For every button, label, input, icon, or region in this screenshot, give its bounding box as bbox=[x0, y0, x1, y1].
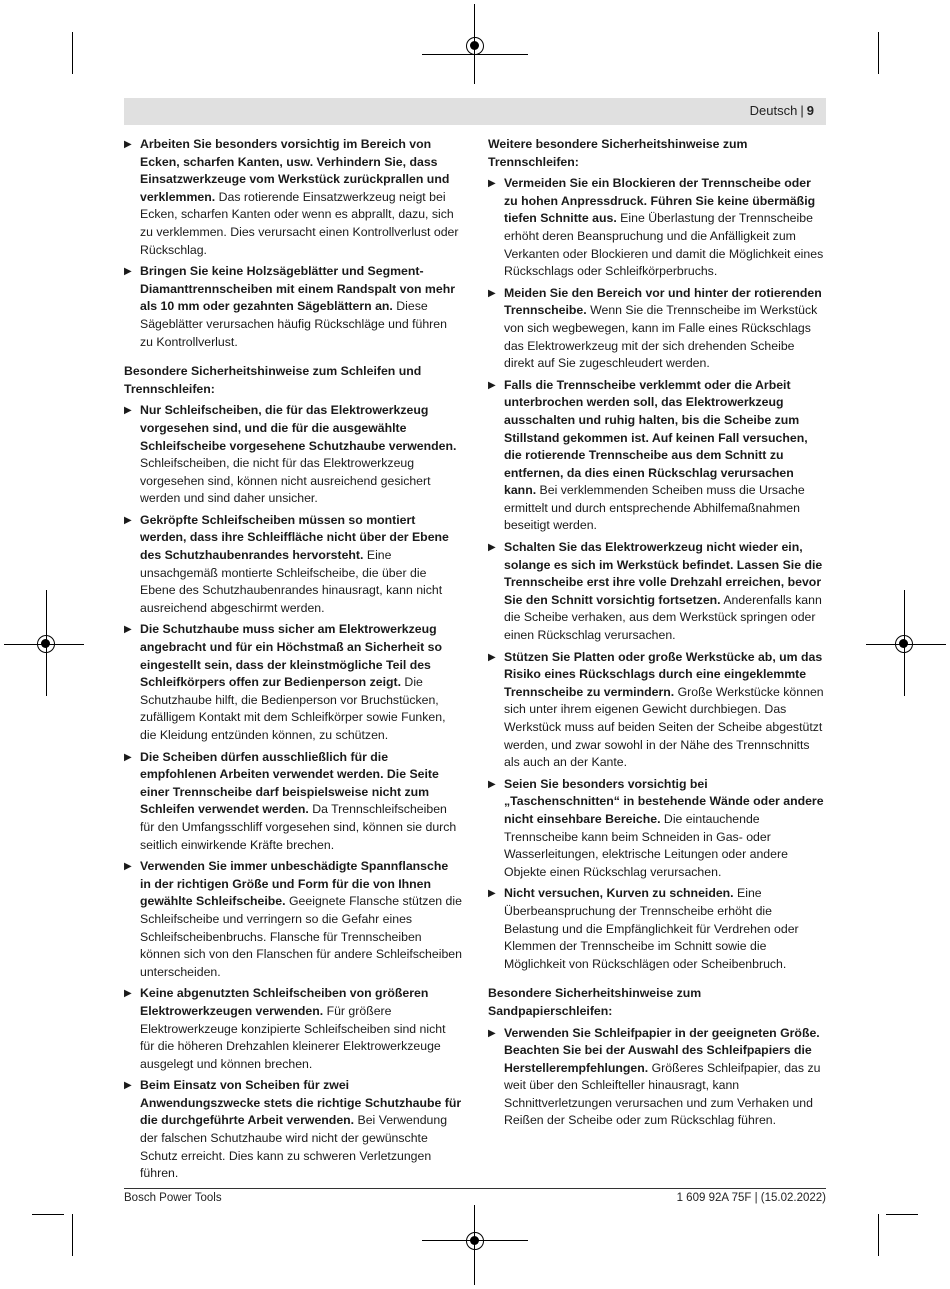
safety-item bbox=[488, 776, 826, 882]
bullet-triangle-icon: ▶ bbox=[488, 542, 496, 554]
page-number: 9 bbox=[806, 103, 814, 118]
bullet-triangle-icon: ▶ bbox=[124, 988, 132, 1000]
bullet-triangle-icon: ▶ bbox=[488, 778, 496, 790]
crop-mark bbox=[886, 1214, 918, 1215]
safety-item-text: Das rotierende Einsatzwerkzeug neigt bei Ecken, scharfen Kanten oder wenn es abprallt, dazu, sich zu verklemmen. Dies verursacht einen Kontrollverlust oder Rückschlag. bbox=[140, 189, 459, 257]
safety-item bbox=[124, 263, 462, 351]
safety-item-text: Da Trennschleifscheiben für den Umfangsschliff vorgesehen sind, können sie durch seitlich einwirkende Kräfte brechen. bbox=[140, 802, 457, 852]
bullet-triangle-icon: ▶ bbox=[124, 1080, 132, 1092]
registration-target-icon bbox=[895, 635, 913, 653]
safety-item-bold: Gekröpfte Schleifscheiben müssen so montiert werden, dass ihre Schleiffläche nicht über der Ebene des Schutzhaubenrandes hervorsteht. bbox=[140, 512, 449, 563]
safety-item-bold: Falls die Trennscheibe verklemmt oder die Arbeit unterbrochen werden soll, das Elektrowerkzeug ausschalten und ruhig halten, bis die Scheibe zum Stillstand gekommen ist. Auf keinen Fall versuchen, die rotierende Trennscheibe aus dem Schnitt zu entfernen, da dies einen Rückschlag verursachen kann. bbox=[504, 377, 808, 498]
safety-item-text: Für größere Elektrowerkzeuge konzipierte Schleifscheiben sind nicht für die höheren Drehzahlen kleinerer Elektrowerkzeuge ausgelegt und können brechen. bbox=[140, 1003, 446, 1071]
safety-item bbox=[488, 175, 826, 281]
safety-item-text: Eine unsachgemäß montierte Schleifscheibe, die über die Ebene des Schutzhaubenrandes hinausragt, kann nicht ausreichend abgeschirmt werden. bbox=[140, 548, 443, 615]
safety-item bbox=[488, 285, 826, 373]
safety-item-text: Diese Sägeblätter verursachen häufig Rückschläge und führen zu Kontrollverlust. bbox=[140, 299, 447, 349]
section-heading: Besondere Sicherheitshinweise zum Sandpapierschleifen: bbox=[488, 986, 702, 1018]
safety-item-bold: Bringen Sie keine Holzsägeblätter und Segment-Diamanttrennscheiben mit einem Randspalt von mehr als 10 mm oder gezahnten Sägeblättern an. bbox=[140, 264, 456, 314]
safety-item-bold: Arbeiten Sie besonders vorsichtig im Bereich von Ecken, scharfen Kanten, usw. Verhindern Sie, dass Einsatzwerkzeuge vom Werkstück zurückprallen und verklemmen. bbox=[140, 137, 450, 204]
safety-item-bold: Die Scheiben dürfen ausschließlich für die empfohlenen Arbeiten verwendet werden. Die Seite einer Trennscheibe darf beispielsweise nicht zum Schleifen verwendet werden. bbox=[140, 749, 439, 817]
header-separator: | bbox=[800, 103, 804, 118]
section-heading: Besondere Sicherheitshinweise zum Schleifen und Trennschleifen: bbox=[124, 364, 422, 396]
bullet-triangle-icon: ▶ bbox=[488, 1027, 496, 1039]
bullet-triangle-icon: ▶ bbox=[124, 861, 132, 873]
safety-item-text: Geeignete Flansche stützen die Schleifscheibe und verringern so die Gefahr eines Schleifscheibenbruchs. Flansche für Trennscheiben können sich von den Flanschen für andere Schleifscheiben unterscheiden. bbox=[140, 894, 462, 979]
left-column bbox=[124, 136, 462, 1187]
safety-item-text: Eine Überbeanspruchung der Trennscheibe erhöht die Belastung und die Empfänglichkeit für Verdrehen oder Klemmen der Trennscheibe im Schnitt sowie die Möglichkeit von Rückschlägen oder Scheibenbruch. bbox=[504, 886, 799, 971]
crop-mark bbox=[878, 32, 879, 74]
safety-item-bold: Die Schutzhaube muss sicher am Elektrowerkzeug angebracht und für ein Höchstmaß an Sicherheit so eingestellt sein, dass der kleinstmögliche Teil des Schleifkörpers offen zur Bedienperson zeigt. bbox=[140, 622, 443, 690]
safety-item-text: Schleifscheiben, die nicht für das Elektrowerkzeug vorgesehen sind, können nicht ausreichend gesichert werden und sind daher unsicher. bbox=[140, 456, 431, 506]
safety-item-bold: Nicht versuchen, Kurven zu schneiden. bbox=[504, 886, 734, 901]
safety-item bbox=[124, 749, 462, 855]
safety-item bbox=[124, 858, 462, 981]
crop-mark bbox=[72, 32, 73, 74]
safety-item-text: Größeres Schleifpapier, das zu weit über den Schleifteller hinausragt, kann Schnittverletzungen verursachen und zum Verhaken und Reißen der Scheibe oder zum Rückschlag führen. bbox=[504, 1060, 821, 1128]
safety-item-bold: Nur Schleifscheiben, die für das Elektrowerkzeug vorgesehen sind, und die für die ausgewählte Schleifscheibe vorgesehene Schutzhaube verwenden. bbox=[140, 403, 457, 453]
bullet-triangle-icon: ▶ bbox=[124, 514, 132, 526]
safety-item-bold: Beim Einsatz von Scheiben für zwei Anwendungszwecke stets die richtige Schutzhaube für die durchgeführte Arbeit verwenden. bbox=[140, 1078, 462, 1128]
footer-brand: Bosch Power Tools bbox=[124, 1192, 222, 1204]
safety-item-text: Bei Verwendung der falschen Schutzhaube wird nicht der gewünschte Schutz erreicht. Dies kann zu schweren Verletzungen führen. bbox=[140, 1113, 448, 1181]
bullet-triangle-icon: ▶ bbox=[488, 287, 496, 299]
registration-target-icon bbox=[37, 635, 55, 653]
safety-item bbox=[488, 885, 826, 973]
safety-item-text: Eine Überlastung der Trennscheibe erhöht deren Beanspruchung und die Anfälligkeit zum Verkanten oder Blockieren und damit die Möglichkeit eines Rückschlags oder Schleifkörperbruchs. bbox=[504, 211, 824, 279]
crop-mark bbox=[32, 1214, 64, 1215]
safety-item bbox=[124, 512, 462, 618]
safety-item-bold: Meiden Sie den Bereich vor und hinter der rotierenden Trennscheibe. bbox=[504, 285, 822, 318]
safety-item-bold: Stützen Sie Platten oder große Werkstücke ab, um das Risiko eines Rückschlags durch eine eingeklemmte Trennscheibe zu vermindern. bbox=[504, 649, 823, 699]
safety-item-bold: Seien Sie besonders vorsichtig bei „Taschenschnitten“ in bestehende Wände oder andere nicht einsehbare Bereiche. bbox=[504, 776, 824, 826]
safety-item-text: Wenn Sie die Trennscheibe im Werkstück von sich wegbewegen, kann im Falle eines Rückschlags das Elektrowerkzeug mit der sich drehenden Scheibe direkt auf Sie zugeschleudert werden. bbox=[504, 303, 818, 371]
footer-rule bbox=[124, 1188, 826, 1189]
crop-mark bbox=[878, 1214, 879, 1256]
right-column bbox=[488, 136, 826, 1134]
bullet-triangle-icon: ▶ bbox=[124, 139, 132, 150]
bullet-triangle-icon: ▶ bbox=[488, 379, 496, 391]
bullet-triangle-icon: ▶ bbox=[488, 178, 496, 190]
safety-item-text: Anderenfalls kann die Scheibe verhaken, aus dem Werkstück springen oder einen Rückschlag verursachen. bbox=[504, 592, 822, 643]
safety-item bbox=[124, 621, 462, 744]
safety-item bbox=[488, 649, 826, 772]
page-header bbox=[124, 98, 826, 125]
section-heading: Weitere besondere Sicherheitshinweise zum Trennschleifen: bbox=[488, 137, 748, 169]
safety-item-bold: Verwenden Sie Schleifpapier in der geeigneten Größe. Beachten Sie bei der Auswahl des Schleifpapiers die Herstellerempfehlungen. bbox=[504, 1025, 820, 1075]
safety-item-bold: Schalten Sie das Elektrowerkzeug nicht wieder ein, solange es sich im Werkstück befindet. Lassen Sie die Trennscheibe erst ihre volle Drehzahl erreichen, bevor Sie den Schnitt vorsichtig fortsetzen. bbox=[504, 540, 823, 607]
safety-item-text: Große Werkstücke können sich unter ihrem eigenen Gewicht durchbiegen. Das Werkstück muss auf beiden Seiten der Scheibe abgestützt werden, und zwar sowohl in der Nähe des Trennschnitts als auch an der Kante. bbox=[504, 684, 824, 770]
safety-item bbox=[124, 402, 462, 508]
safety-item-text: Bei verklemmenden Scheiben muss die Ursache ermittelt und durch entsprechende Abhilfemaßnahmen beseitigt werden. bbox=[504, 483, 805, 533]
crop-mark bbox=[72, 1214, 73, 1256]
header-language: Deutsch bbox=[749, 103, 798, 118]
safety-item bbox=[124, 136, 462, 259]
safety-item bbox=[488, 1025, 826, 1131]
registration-target-icon bbox=[466, 37, 484, 55]
safety-item-text: Die eintauchende Trennscheibe kann beim Schneiden in Gas- oder Wasserleitungen, elektrische Leitungen oder andere Objekte einen Rückschlag verursachen. bbox=[504, 811, 788, 879]
safety-item-bold: Vermeiden Sie ein Blockieren der Trennscheibe oder zu hohen Anpressdruck. Führen Sie keine übermäßig tiefen Schnitte aus. bbox=[504, 176, 816, 226]
header-label bbox=[750, 103, 814, 118]
safety-item-bold: Verwenden Sie immer unbeschädigte Spannflansche in der richtigen Größe und Form für die von Ihnen gewählte Schleifscheibe. bbox=[140, 859, 449, 909]
safety-item bbox=[488, 539, 826, 645]
registration-target-icon bbox=[466, 1232, 484, 1250]
footer-docref: 1 609 92A 75F | (15.02.2022) bbox=[676, 1192, 826, 1204]
bullet-triangle-icon: ▶ bbox=[488, 888, 496, 900]
safety-item-text: Die Schutzhaube hilft, die Bedienperson vor Bruchstücken, zufälligem Kontakt mit dem Schleifkörper sowie Funken, die Kleidung entzünden können, zu schützen. bbox=[140, 675, 446, 742]
safety-item bbox=[124, 1077, 462, 1183]
safety-item-bold: Keine abgenutzten Schleifscheiben von größeren Elektrowerkzeugen verwenden. bbox=[140, 986, 429, 1018]
bullet-triangle-icon: ▶ bbox=[124, 266, 132, 278]
bullet-triangle-icon: ▶ bbox=[488, 651, 496, 663]
safety-item bbox=[124, 985, 462, 1073]
bullet-triangle-icon: ▶ bbox=[124, 624, 132, 636]
safety-item bbox=[488, 377, 826, 535]
bullet-triangle-icon: ▶ bbox=[124, 405, 132, 417]
bullet-triangle-icon: ▶ bbox=[124, 751, 132, 763]
